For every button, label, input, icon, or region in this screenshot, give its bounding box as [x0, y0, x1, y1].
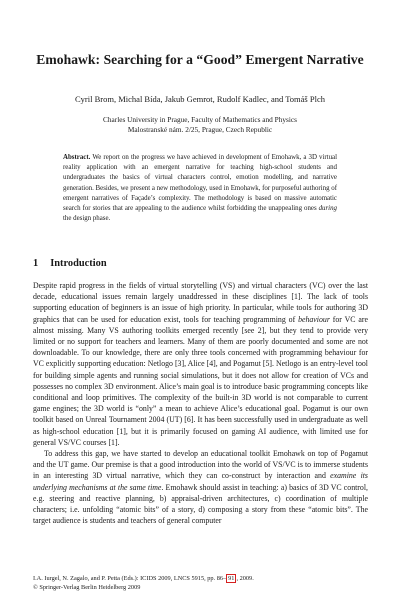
- citation-footer: [33, 574, 254, 592]
- paragraph-2-emphasis: examine its underlying mechanisms at the same time: [33, 471, 368, 492]
- paper-title: Emohawk: Searching for a “Good” Emergent Narrative: [36, 52, 364, 67]
- abstract-label: Abstract.: [63, 154, 91, 161]
- section-heading: [33, 258, 119, 269]
- affiliation-address: Malostranské nám. 2/25, Prague, Czech Republic: [127, 125, 273, 135]
- body-text: [33, 280, 368, 526]
- paragraph-1-emphasis: behaviour: [298, 314, 330, 324]
- end-page-highlight: 91: [228, 575, 235, 582]
- affiliation-institution: Charles University in Prague, Faculty of Mathematics and Physics: [103, 115, 297, 124]
- abstract-emphasis: during: [318, 205, 337, 213]
- paragraph-2-text: To address this gap, we have started to develop an educational toolkit Emohawk on top of Pogamut and the UT game. Our premise is that a good introduction into the world of VS/VC is to immerse students in an interesting 3D virtual narrative, which they can co-construct by interaction and: [33, 449, 368, 481]
- paragraph-2: [33, 448, 368, 526]
- abstract-text: We report on the progress we have achieved in development of Emohawk, a 3D virtual reality application with an emergent narrative for teaching high-school students and undergraduates the basics of virtual characters control, emotion modelling, and narrative generation. Besides, we present a new methodology, used in Emohawk, for purposeful authoring of emergent narratives of Façade’s complexity. The methodology is based on massive automatic search for stories that are appealing to the audience whilst forbidding the unappealing ones: [63, 154, 337, 213]
- paragraph-2-text-cont: . Emohawk should assist in teaching: a) basics of 3D VC control, e.g. steering and reactive planning, b) appraisal-driven architectures, c) coordination of multiple characters; i.e. unfolding “atomic bits” of a story, d) composing a story from these “atomic bits”. The target audience is students and teachers of general computer: [33, 482, 368, 526]
- copyright-line: © Springer-Verlag Berlin Heidelberg 2009: [33, 583, 141, 591]
- abstract: [63, 153, 337, 224]
- paragraph-1-text-cont: for VC are almost missing. Many VS authoring toolkits emerged recently [see 2], but they tend to provide very limited or no support for teachers and learners. Many of them are poorly documented and some are not downloadable. To our knowledge, there are only three tools concerned with programming behaviour for VC explicitly supporting education: Netlogo [3], Alice [4], and Pogamut [5]. Netlogo is an entry-level tool for building simple agents and running social simulations, but it does not allow for creation of VCs and possesses no complex 3D environment. Alice’s main goal is to introduce basic programming concepts like conditional and loop primitives. The complexity of the built-in 3D world is not comparable to current game engines; the 3D world is “only” a mean to achieve Alice’s educational goal. Pogamut is our own toolkit based on Unreal Tournament 2004 (UT) [6]. It has been successfully used in undergraduate as well as high-school education [1], but it is primarily focused on gaming AI audience, with limited use for general VS/VC courses [1].: [33, 314, 368, 447]
- citation-text: I.A. Iurgel, N. Zagalo, and P. Petta (Eds.): ICIDS 2009, LNCS 5915, pp. 86–: [33, 575, 227, 582]
- section-title: Introduction: [50, 258, 107, 269]
- paragraph-1-text: Despite rapid progress in the fields of virtual storytelling (VS) and virtual characters (VC) over the last decade, educational issues remain largely unaddressed in these disciplines [1]. The lack of tools supporting education of beginners is an issue of high priority. In particular, while tools for authoring 3D graphics that can be used for education exist, tools for teaching programming of: [33, 281, 368, 324]
- section-number: 1: [33, 258, 39, 269]
- abstract-text-end: the design phase.: [63, 215, 111, 223]
- author-list: Cyril Brom, Michal Bída, Jakub Gemrot, Rudolf Kadlec, and Tomáš Plch: [75, 94, 325, 104]
- citation-year: , 2009.: [236, 575, 254, 582]
- affiliation: [0, 115, 400, 136]
- paragraph-1: [33, 280, 368, 448]
- citation-line: [33, 574, 254, 584]
